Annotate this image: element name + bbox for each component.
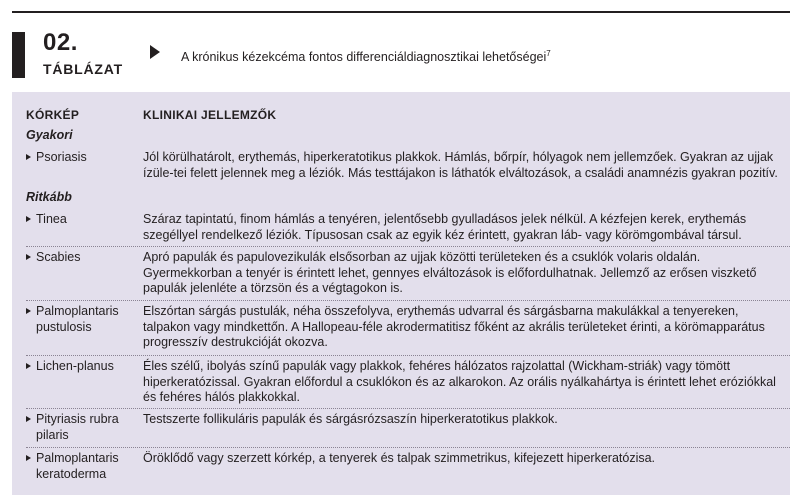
row-description: Apró papulák és papulovezikulák elsősorban az ujjak közötti területeken és a csuklók volaris oldalán. Gyermekkorban a tenyér is érintett lehet, gennyes elváltozások is előfordulhatnak. Jellemző az erősen viszkető papulák jelenléte a törzsön és a végtagokon is. <box>143 250 757 295</box>
table-label: TÁBLÁZAT <box>43 61 124 77</box>
row-term: Psoriasis <box>26 150 138 166</box>
row-term: Lichen-planus <box>26 359 138 375</box>
row-description: Jól körülhatárolt, erythemás, hiperkeratotikus plakkok. Hámlás, bőrpír, hólyagok nem jellemzőek. Gyakran az ujjak ízüle-tei felett jelennek meg a léziók. Más testtájakon is láthatók elváltozások, a családi anamnézis gyakran pozitív. <box>143 150 778 180</box>
caption-reference: 7 <box>546 49 551 58</box>
row-term: Pityriasis rubra pilaris <box>26 412 138 443</box>
column-header-clinical-features: KLINIKAI JELLEMZŐK <box>143 108 277 122</box>
row-term: Palmoplantaris keratoderma <box>26 451 138 482</box>
row-description: Éles szélű, ibolyás színű papulák vagy plakkok, fehéres hálózatos rajzolattal (Wickham-striák) vagy tömött hiperkeratózissal. Gyakran előfordul a csuklókon és az alkarokon. Az orális nyálkahártya is érintett lehet eróziókkal és fehéres hálós plakkokkal. <box>143 359 776 404</box>
row-term: Scabies <box>26 250 138 266</box>
caption-text: A krónikus kézekcéma fontos differenciáldiagnosztikai lehetőségei <box>181 50 547 65</box>
play-arrow-icon <box>150 45 160 59</box>
row-description: Száraz tapintatú, finom hámlás a tenyéren, jelentősebb gyulladásos jelek nélkül. A kézfejen kerek, erythemás szegéllyel rendelkező léziók. Típusosan csak az egyik kéz érintett, gyakran láb- vagy körömgombával társul. <box>143 212 747 242</box>
row-description: Elszórtan sárgás pustulák, néha összefolyva, erythemás udvarral és sárgásbarna makulákkal a tenyereken, talpakon vagy mindkettőn. A Hallopeau-féle akrodermatitisz főként az akrális területeket érinti, a körömapparátus progresszív destrukcióját okozva. <box>143 304 765 349</box>
top-rule <box>12 11 790 13</box>
table-marker-bar <box>12 32 25 78</box>
row-divider <box>26 408 790 409</box>
row-divider <box>26 246 790 247</box>
section-common: Gyakori <box>26 128 73 142</box>
section-rare: Ritkább <box>26 190 72 204</box>
table-number: 02. <box>43 29 78 56</box>
row-divider <box>26 447 790 448</box>
row-divider <box>26 300 790 301</box>
row-description: Testszerte follikuláris papulák és sárgásrózsaszín hiperkeratotikus plakkok. <box>143 412 558 426</box>
column-header-condition: KÓRKÉP <box>26 108 80 122</box>
row-description: Öröklődő vagy szerzett kórkép, a tenyerek és talpak szimmetrikus, kifejezett hiperkeratózisa. <box>143 451 656 465</box>
row-divider <box>26 355 790 356</box>
table-caption <box>181 46 551 65</box>
row-term: Tinea <box>26 212 138 228</box>
row-term: Palmoplantaris pustulosis <box>26 304 138 335</box>
